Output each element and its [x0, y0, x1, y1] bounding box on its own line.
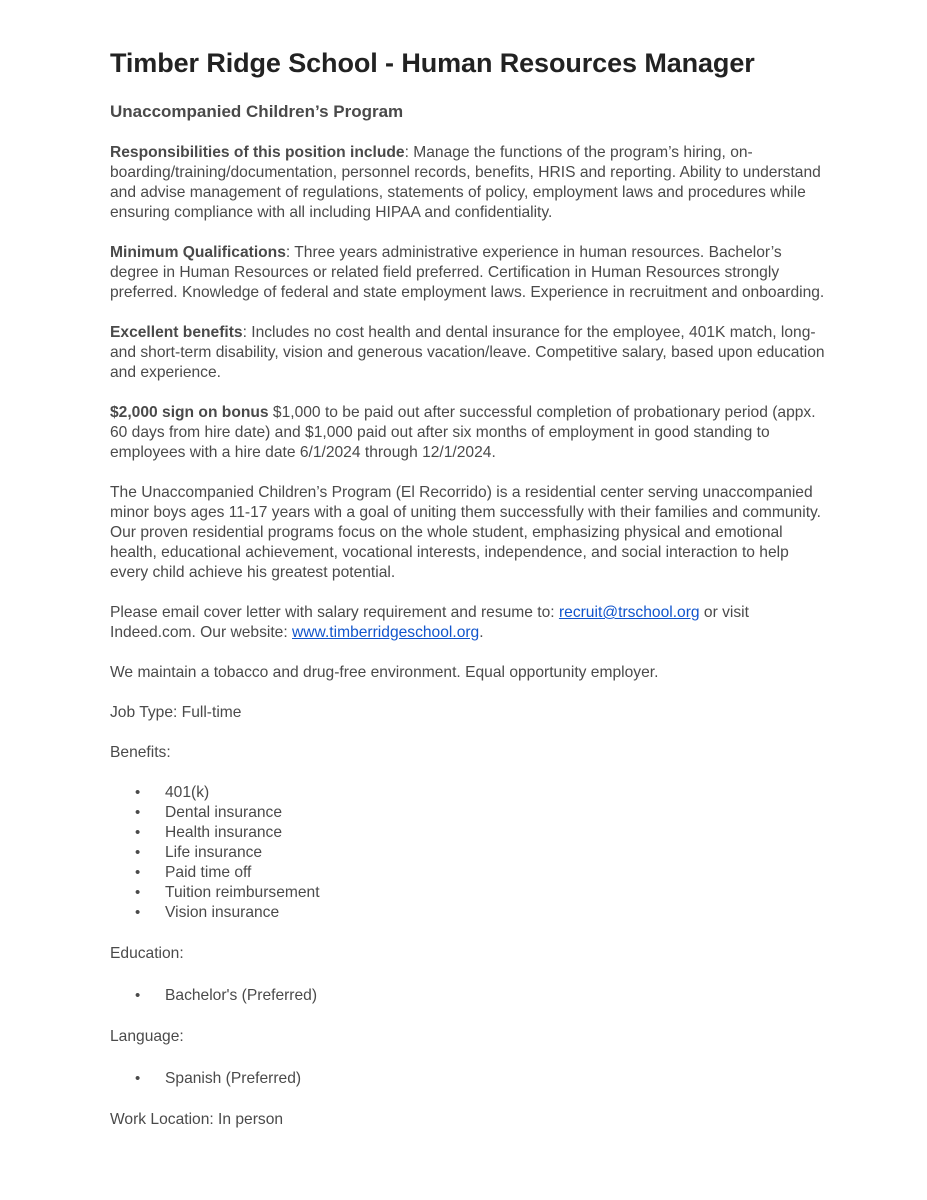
list-item: • Tuition reimbursement: [135, 884, 320, 901]
benefits-label: Excellent benefits: [110, 324, 243, 341]
contact-middle: or visit Indeed.com. Our website:: [110, 604, 749, 641]
contact-paragraph: [110, 603, 830, 643]
program-subtitle: Unaccompanied Children’s Program: [110, 102, 404, 121]
responsibilities-paragraph: [110, 143, 830, 223]
page-title: Timber Ridge School - Human Resources Manager: [110, 48, 755, 78]
responsibilities-text: : Manage the functions of the program’s hiring, on-boarding/training/documentation, personnel records, benefits, HRIS and reporting. Ability to understand and advise management of regulations, statements of policy, employment laws and procedures while ensuring compliance with all including HIPAA and confidentiality.: [110, 144, 821, 221]
benefits-paragraph: [110, 323, 830, 383]
job-posting-page: [110, 44, 830, 1130]
list-item: • Health insurance: [135, 824, 283, 841]
list-item: • Bachelor's (Preferred): [135, 987, 318, 1004]
job-type: Job Type: Full-time: [110, 704, 242, 721]
bullet-icon: •: [135, 844, 141, 861]
bullet-icon: •: [135, 824, 141, 841]
benefits-list: [110, 783, 830, 923]
list-item: • Vision insurance: [135, 904, 280, 921]
language-list: [110, 1069, 830, 1089]
language-heading: Language:: [110, 1028, 184, 1045]
bonus-paragraph: [110, 403, 830, 463]
benefits-heading: Benefits:: [110, 744, 171, 761]
qualifications-paragraph: [110, 243, 830, 303]
list-item: • Life insurance: [135, 844, 263, 861]
qualifications-text: : Three years administrative experience in human resources. Bachelor’s degree in Human Resources or related field preferred. Certification in Human Resources strongly preferred. Knowledge of federal and state employment laws. Experience in recruitment and onboarding.: [110, 244, 825, 301]
bullet-icon: •: [135, 987, 141, 1004]
bullet-icon: •: [135, 884, 141, 901]
website-link[interactable]: www.timberridgeschool.org: [292, 624, 480, 641]
email-link[interactable]: recruit@trschool.org: [558, 604, 700, 621]
list-item: • 401(k): [135, 784, 210, 801]
contact-intro: Please email cover letter with salary requirement and resume to:: [110, 604, 559, 621]
bullet-icon: •: [135, 784, 141, 801]
environment-statement: We maintain a tobacco and drug-free environment. Equal opportunity employer.: [110, 664, 659, 681]
list-item: • Dental insurance: [135, 804, 283, 821]
list-item: • Paid time off: [135, 864, 252, 881]
contact-end: .: [479, 624, 484, 641]
responsibilities-label: Responsibilities of this position include: [110, 144, 405, 161]
bullet-icon: •: [135, 864, 141, 881]
bullet-icon: •: [135, 1070, 141, 1087]
list-item: • Spanish (Preferred): [135, 1070, 302, 1087]
education-list: [110, 986, 830, 1006]
benefits-text: : Includes no cost health and dental insurance for the employee, 401K match, long- and short-term disability, vision and generous vacation/leave. Competitive salary, based upon education and experience.: [110, 324, 825, 381]
bullet-icon: •: [135, 804, 141, 821]
qualifications-label: Minimum Qualifications: [110, 244, 286, 261]
bullet-icon: •: [135, 904, 141, 921]
work-location: Work Location: In person: [110, 1111, 284, 1128]
program-description: The Unaccompanied Children’s Program (El Recorrido) is a residential center serving unaccompanied minor boys ages 11-17 years with a goal of uniting them successfully with their families and community. Our proven residential programs focus on the whole student, emphasizing physical and emotional health, educational achievement, vocational interests, independence, and social interaction to help every child achieve his greatest potential.: [110, 484, 821, 581]
education-heading: Education:: [110, 945, 184, 962]
bonus-text: $1,000 to be paid out after successful completion of probationary period (appx. 60 days from hire date) and $1,000 paid out after six months of employment in good standing to employees with a hire date 6/1/2024 through 12/1/2024.: [110, 404, 816, 461]
bonus-label: $2,000 sign on bonus: [110, 404, 269, 421]
